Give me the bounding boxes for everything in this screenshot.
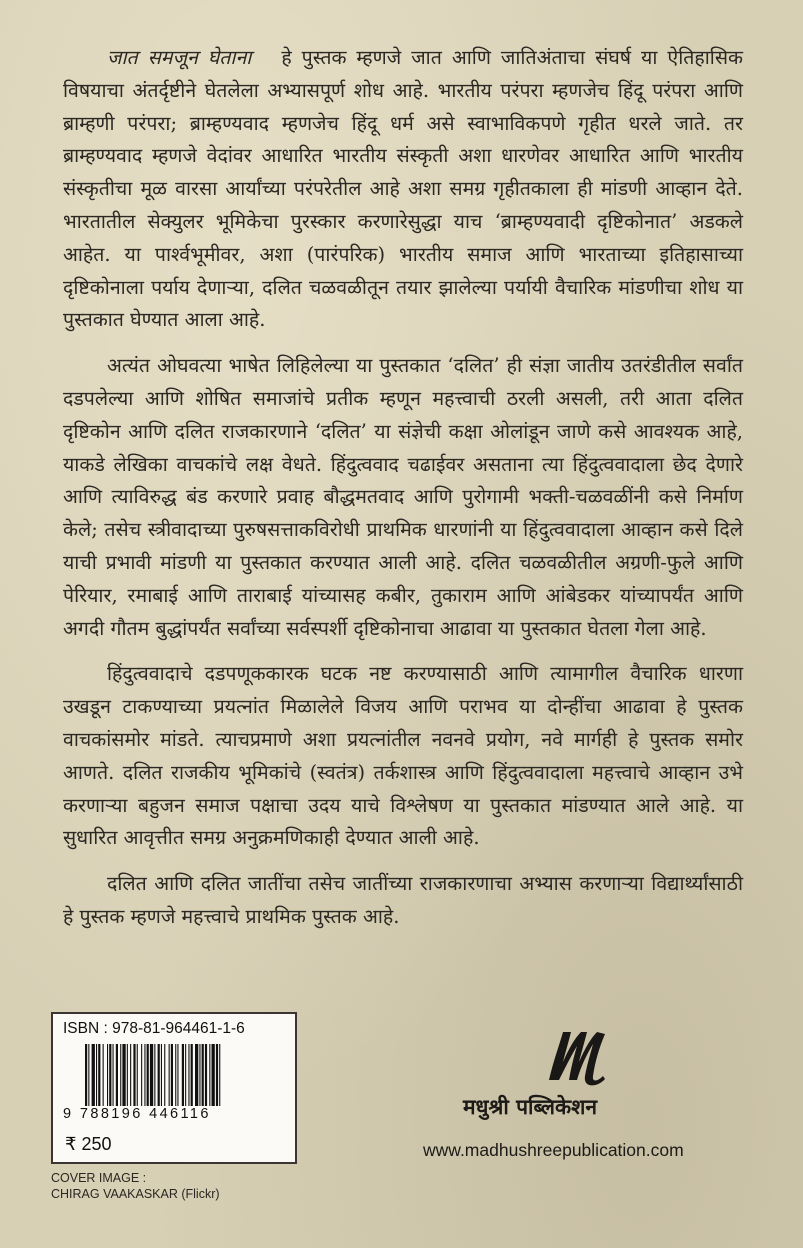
book-title-inline: जात समजून घेताना [107, 46, 252, 69]
publisher-website: www.madhushreepublication.com [423, 1140, 684, 1160]
publisher-name: मधुश्री पब्लिकेशन [463, 1095, 598, 1119]
barcode-icon [85, 1044, 271, 1106]
blurb-paragraph-4: दलित आणि दलित जातींचा तसेच जातींच्या राजकारणाचा अभ्यास करणाऱ्या विद्यार्थ्यांसाठी हे पुस्तक म्हणजे महत्त्वाचे प्राथमिक पुस्तक आहे. [63, 872, 743, 928]
price-label: ₹ 250 [65, 1134, 112, 1154]
blurb-paragraph-1-text: हे पुस्तक म्हणजे जात आणि जातिअंताचा संघर्ष या ऐतिहासिक विषयाचा अंतर्दृष्टीने घेतलेला अभ्यासपूर्ण शोध आहे. भारतीय परंपरा म्हणजेच हिंदू परंपरा आणि ब्राम्हणी परंपरा; ब्राम्हण्यवाद म्हणजेच हिंदू धर्म असे स्वाभाविकपणे गृहीत धरले जाते. तर ब्राम्हण्यवाद म्हणजे वेदांवर आधारित भारतीय संस्कृती अशा धारणेवर आधारित आणि भारतीय संस्कृतीचा मूळ वारसा आर्यांच्या परंपरेतील आहे अशा समग्र गृहीतकाला ही मांडणी आव्हान देते. भारतातील सेक्युलर भूमिकेचा पुरस्कार करणारेसुद्धा याच ‘ब्राम्हण्यवादी दृष्टिकोनात’ अडकले आहेत. या पार्श्वभूमीवर, अशा (पारंपरिक) भारतीय समाज आणि भारताच्या इतिहासाच्या दृष्टिकोनाला पर्याय देणाऱ्या, दलित चळवळीतून तयार झालेल्या पर्यायी वैचारिक मांडणीचा शोध या पुस्तकात घेण्यात आला आहे. [63, 46, 743, 332]
blurb-paragraph-1 [63, 42, 743, 337]
blurb-paragraph-2: अत्यंत ओघवत्या भाषेत लिहिलेल्या या पुस्तकात ‘दलित’ ही संज्ञा जातीय उतरंडीतील सर्वांत दडपलेल्या आणि शोषित समाजांचे प्रतीक म्हणून महत्त्वाची ठरली असली, तरी आता दलित दृष्टिकोन आणि दलित राजकारणाने ‘दलित’ या संज्ञेची कक्षा ओलांडून जाणे कसे आवश्यक आहे, याकडे लेखिका वाचकांचे लक्ष वेधते. हिंदुत्ववाद चढाईवर असताना त्या हिंदुत्ववादाला छेद देणारे आणि त्याविरुद्ध बंड करणारे प्रवाह बौद्धमतवाद आणि पुरोगामी भक्ती-चळवळींनी कसे निर्माण केले; तसेच स्त्रीवादाच्या पुरुषसत्ताकविरोधी प्राथमिक धारणांनी या हिंदुत्ववादाला आव्हान कसे दिले याची प्रभावी मांडणी या पुस्तकात करण्यात आली आहे. दलित चळवळीतील अग्रणी-फुले आणि पेरियार, रमाबाई आणि ताराबाई यांच्यासह कबीर, तुकाराम आणि आंबेडकर यांच्यापर्यंत आणि अगदी गौतम बुद्धांपर्यंत सर्वांच्या सर्वस्पर्शी दृष्टिकोनाचा आढावा या पुस्तकात घेतला गेला आहे. [63, 354, 743, 640]
cover-credit-label: COVER IMAGE : [51, 1171, 147, 1185]
publisher-logo-icon [543, 1022, 609, 1086]
isbn-barcode-box [51, 1012, 297, 1164]
blurb-text [63, 42, 743, 934]
barcode-digits: 9 788196 446116 [63, 1106, 211, 1122]
cover-credit-name: CHIRAG VAAKASKAR (Flickr) [51, 1187, 220, 1201]
cover-image-credit [51, 1170, 220, 1202]
blurb-paragraph-3: हिंदुत्ववादाचे दडपणूककारक घटक नष्ट करण्यासाठी आणि त्यामागील वैचारिक धारणा उखडून टाकण्याच्या प्रयत्नांत मिळालेले विजय आणि पराभव या दोन्हींचा आढावा हे पुस्तक वाचकांसमोर मांडते. त्याचप्रमाणे अशा प्रयत्नांतील नवनवे प्रयोग, नवे मार्गही हे पुस्तक समोर आणते. दलित राजकीय भूमिकांचे (स्वतंत्र) तर्कशास्त्र आणि हिंदुत्ववादाला महत्त्वाचे आव्हान उभे करणाऱ्या बहुजन समाज पक्षाचा उदय याचे विश्लेषण या पुस्तकात मांडण्यात आले आहे. या सुधारित आवृत्तीत समग्र अनुक्रमणिकाही देण्यात आली आहे. [63, 662, 743, 850]
isbn-number: ISBN : 978-81-964461-1-6 [63, 1020, 245, 1037]
